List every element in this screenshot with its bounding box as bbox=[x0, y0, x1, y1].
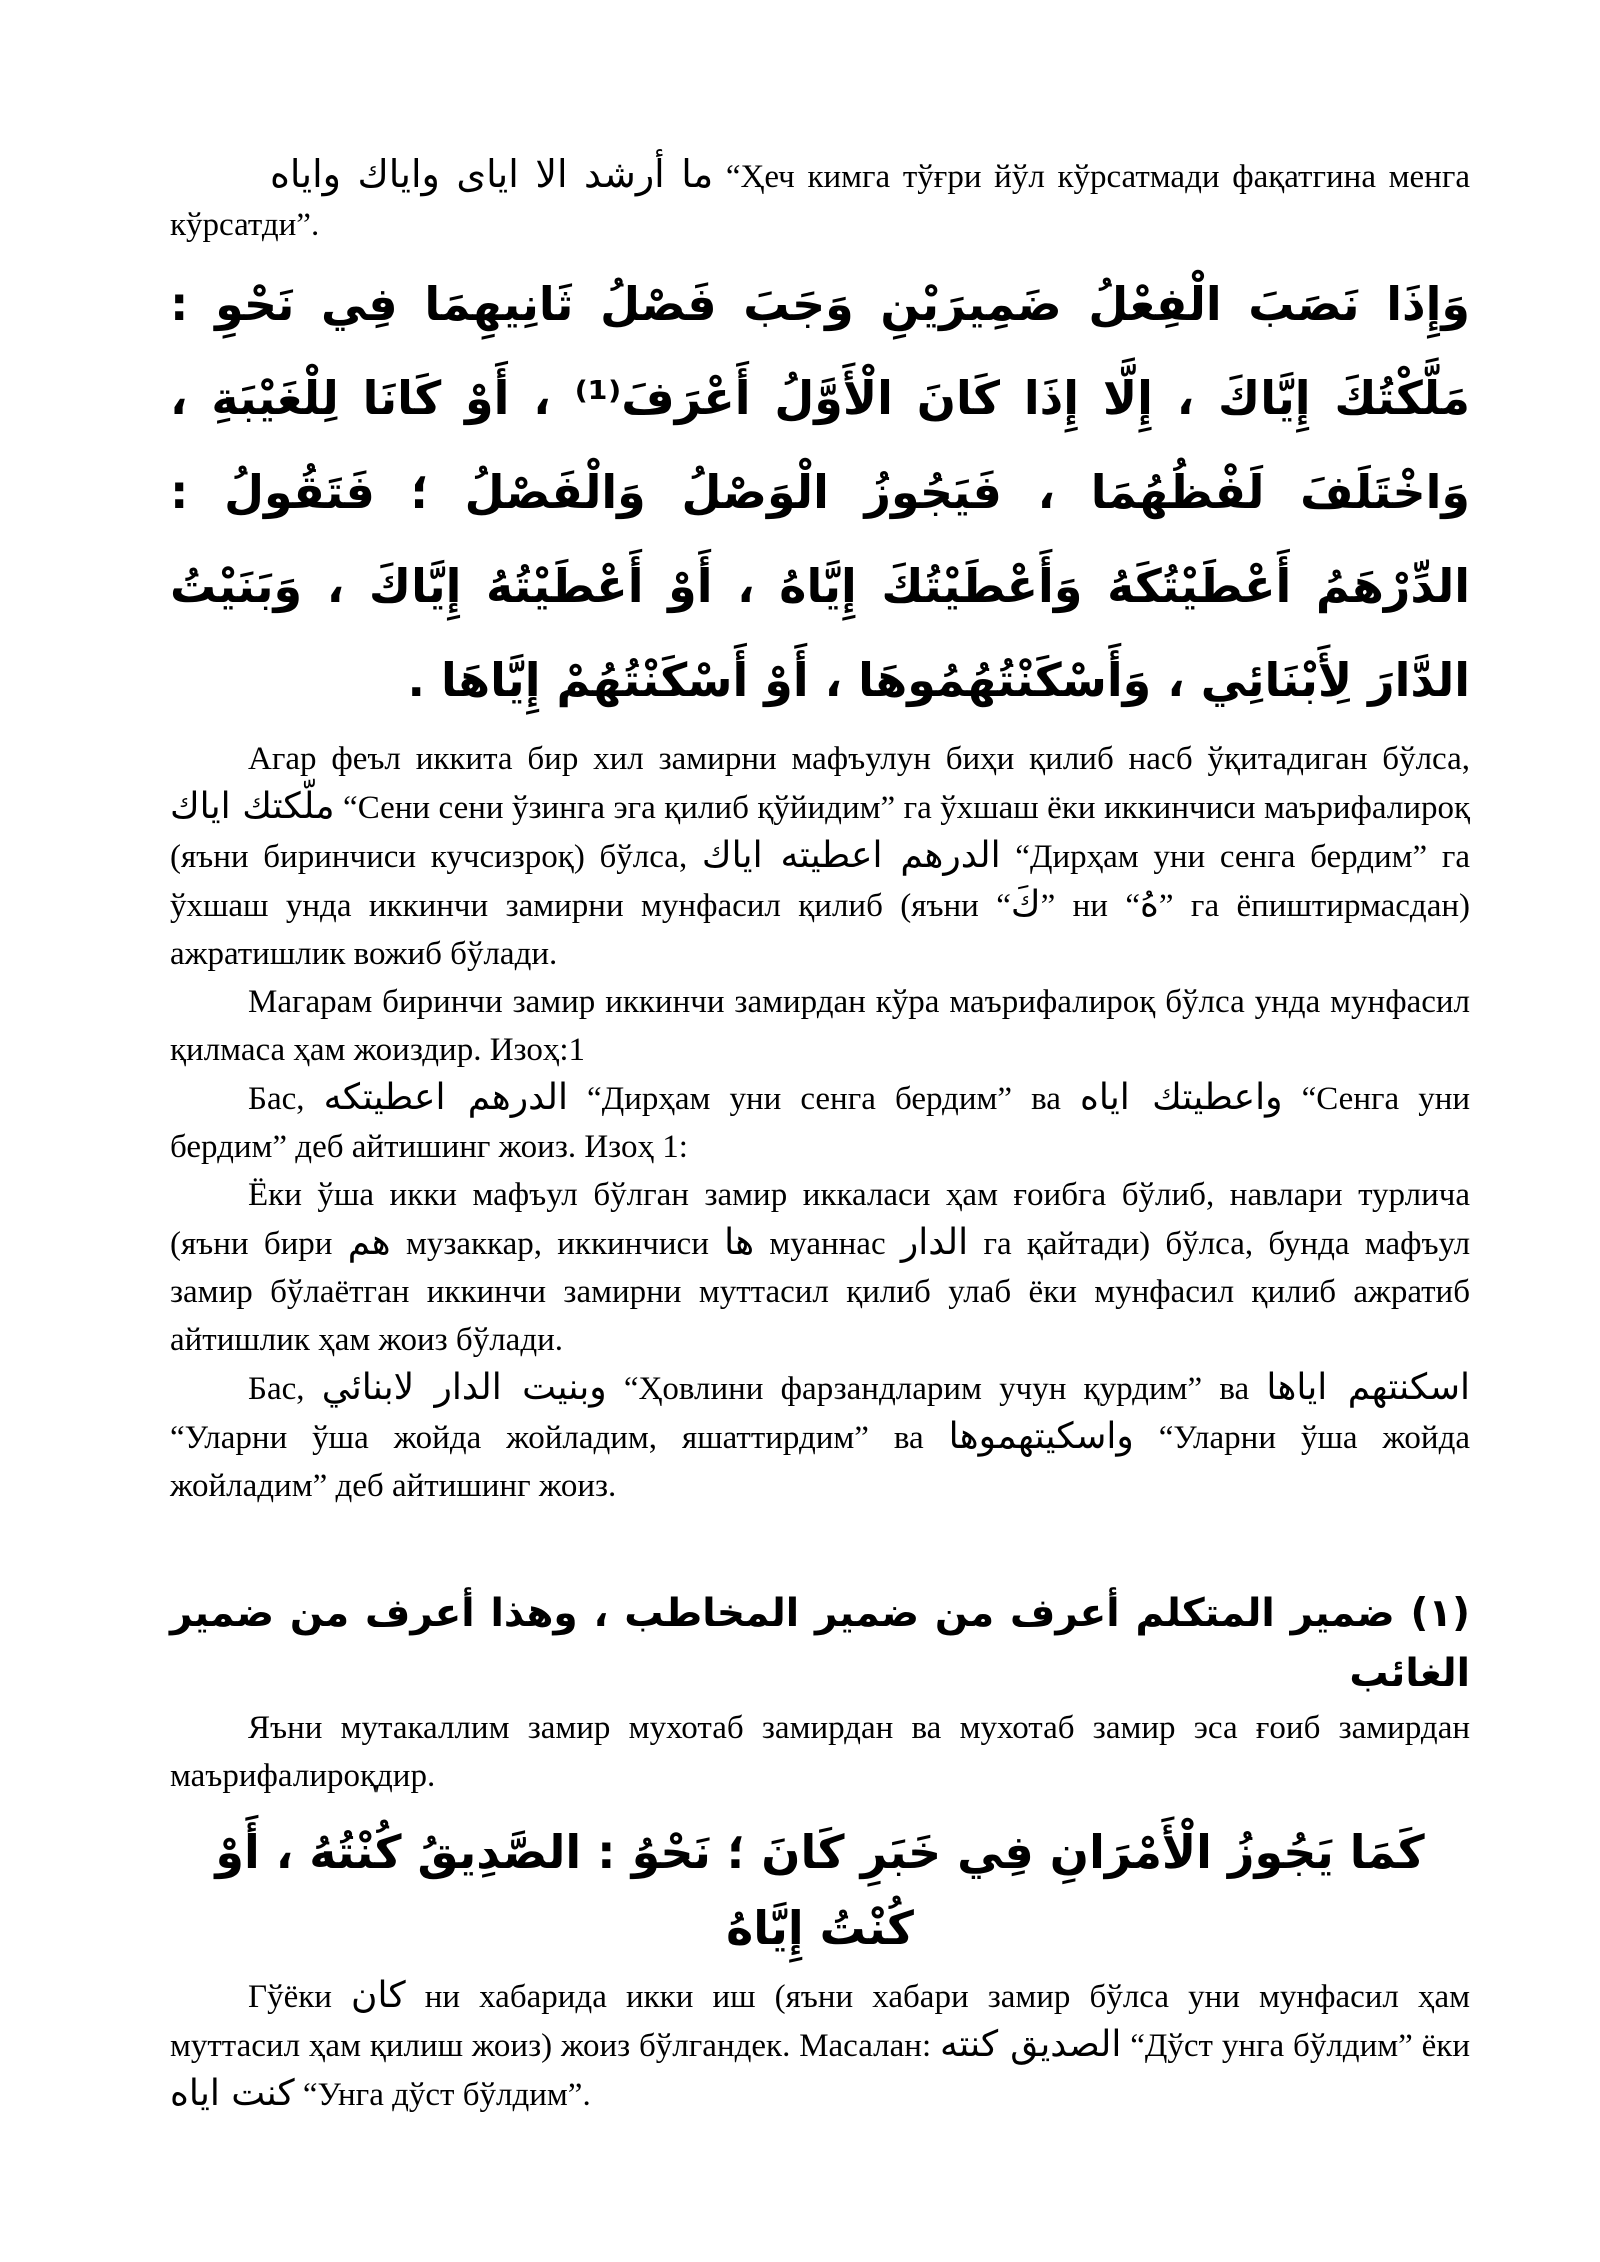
paragraph-text: ” га ёпиштирмасдан) ажратишлик вожиб бўлади. bbox=[170, 888, 1470, 972]
paragraph-text: музаккар, иккинчиси bbox=[405, 1226, 709, 1262]
arabic-word: كان bbox=[351, 1975, 406, 2016]
paragraph-text: “Уларни ўша жойда жойладим” деб айтишинг жоиз. bbox=[170, 1420, 1471, 1504]
arabic-footnote: (١) ضمير المتكلم أعرف من ضمير المخاطب ، وهذا أعرف من ضمير الغائب bbox=[170, 1591, 1470, 1696]
paragraph-7: Яъни мутакаллим замир мухотаб замирдан ва мухотаб замир эса ғоиб замирдан маърифалироқдир. bbox=[170, 1710, 1470, 1794]
arabic-phrase: الصديق كنته bbox=[940, 2024, 1122, 2065]
paragraph-text: “Уларни ўша жойда жойладим, яшаттирдим” ва bbox=[170, 1420, 924, 1456]
paragraph-text: Агар феъл иккита бир хил замирни мафъулун биҳи қилиб насб ўқитадиган бўлса, bbox=[248, 741, 1470, 777]
arabic-phrase: الدرهم اعطيته اياك bbox=[701, 835, 1001, 876]
arabic-phrase: ملّكتك اياك bbox=[170, 786, 335, 827]
paragraph-text: “Ҳеч кимга тўғри йўл кўрсатмади фақатгина менга кўрсатди”. bbox=[170, 159, 1471, 243]
paragraph-2 bbox=[170, 735, 1470, 978]
arabic-phrase: كنت اياه bbox=[170, 2073, 295, 2114]
arabic-phrase: اسكنتهم اياها bbox=[1266, 1367, 1471, 1408]
arabic-word: الدار bbox=[900, 1222, 969, 1263]
paragraph-text: ни хабарида икки иш (яъни хабари замир бўлса уни мунфасил ҳам муттасил ҳам қилиш жоиз) жоиз бўлгандек. Масалан: bbox=[170, 1979, 1471, 2064]
paragraph-text: “Дирҳам уни сенга бердим” ва bbox=[587, 1081, 1061, 1117]
paragraph-3: Магарам биринчи замир иккинчи замирдан кўра маърифалироқ бўлса унда мунфасил қилмаса ҳам жоиздир. Изоҳ:1 bbox=[170, 984, 1470, 1068]
paragraph-6 bbox=[170, 1364, 1470, 1510]
paragraph-text: “Сенга уни бердим” деб айтишинг жоиз. Изоҳ 1: bbox=[170, 1081, 1471, 1165]
paragraph-text: “Сени сени ўзинга эга қилиб қўйидим” га ўхшаш ёки иккинчиси маърифалироқ (яъни биринчиси кучсизроқ) бўлса, bbox=[170, 790, 1471, 875]
paragraph-text: “Ҳовлини фарзандларим учун қурдим” ва bbox=[623, 1371, 1250, 1407]
arabic-word: هم bbox=[347, 1222, 391, 1263]
arabic-letter: كَ bbox=[1010, 884, 1041, 925]
arabic-rule-line: كَمَا يَجُوزُ الْأَمْرَانِ فِي خَبَرِ كَانَ ؛ نَحْوُ : الصَّدِيقُ كُنْتُهُ ، أَوْ كُنْتُ إِيَّاهُ bbox=[215, 1825, 1425, 1955]
paragraph-text: “Унга дўст бўлдим”. bbox=[302, 2077, 591, 2113]
paragraph-text: га қайтади) бўлса, бунда мафъул замир бўлаётган иккинчи замирни муттасил қилиб улаб ёки мунфасил қилиб ажратиб айтишлик ҳам жоиз бўлади. bbox=[170, 1226, 1471, 1358]
arabic-rule-block: وَإِذَا نَصَبَ الْفِعْلُ ضَمِيرَيْنِ وَجَبَ فَصْلُ ثَانِيهِمَا فِي نَحْوِ : مَلَّكْتُكَ إِيَّاكَ ، إِلَّا إِذَا كَانَ الْأَوَّلُ أَعْرَفَ⁽¹⁾ ، أَوْ كَانَا لِلْغَيْبَةِ ، وَاخْتَلَفَ لَفْظُهُمَا ، فَيَجُوزُ الْوَصْلُ وَالْفَصْلُ ؛ فَتَقُولُ : الدِّرْهَمُ أَعْطَيْتُكَهُ وَأَعْطَيْتُكَ إِيَّاهُ ، أَوْ أَعْطَيْتُهُ إِيَّاكَ ، وَبَنَيْتُ الدَّارَ لِأَبْنَائِي ، وَأَسْكَنْتُهُمُوهَا ، أَوْ أَسْكَنْتُهُمْ إِيَّاهَا . bbox=[170, 277, 1471, 707]
paragraph-text: “Дирҳам уни сенга бердим” га ўхшаш унда иккинчи замирни мунфасил қилиб (яъни “ bbox=[170, 839, 1471, 924]
paragraph-8 bbox=[170, 1972, 1470, 2119]
paragraph-4 bbox=[170, 1074, 1470, 1171]
paragraph-5 bbox=[170, 1171, 1470, 1364]
arabic-phrase: وبنيت الدار لابنائي bbox=[321, 1367, 607, 1408]
paragraph-text: Бас, bbox=[248, 1081, 305, 1117]
arabic-word: ها bbox=[724, 1222, 755, 1263]
paragraph-text: “Дўст унга бўлдим” ёки bbox=[1130, 2028, 1470, 2064]
document-page bbox=[170, 150, 1470, 2119]
paragraph-text: муаннас bbox=[769, 1226, 886, 1262]
arabic-phrase: الدرهم اعطيتكه bbox=[323, 1077, 568, 1118]
paragraph-text: Ёки ўша икки мафъул бўлган замир иккаласи ҳам ғоибга бўлиб, навлари турлича (яъни бири bbox=[170, 1177, 1470, 1262]
arabic-letter: هُ bbox=[1139, 884, 1159, 925]
arabic-phrase: واسكيتهموها bbox=[948, 1416, 1134, 1457]
arabic-phrase: ما أرشد الا ايای واياك واياه bbox=[270, 152, 714, 196]
arabic-phrase: واعطيتك اياه bbox=[1079, 1077, 1283, 1118]
paragraph-text: Гўёки bbox=[248, 1979, 332, 2015]
paragraph-text: ” ни “ bbox=[1040, 888, 1140, 924]
paragraph-1 bbox=[170, 150, 1470, 249]
paragraph-text: Бас, bbox=[248, 1371, 305, 1407]
